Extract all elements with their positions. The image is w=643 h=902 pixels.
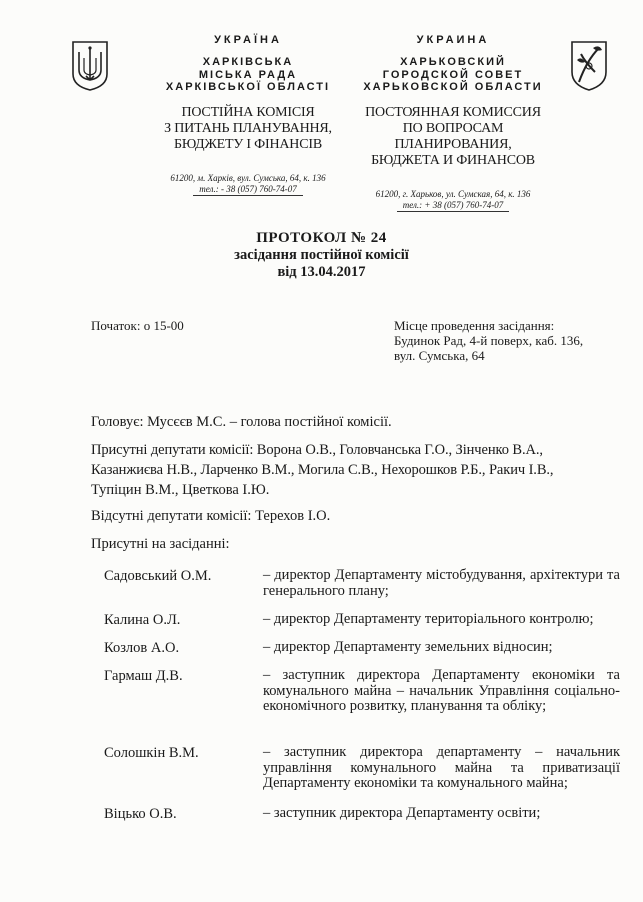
attendee-name: Віцько О.В.: [104, 806, 177, 822]
meeting-start: Початок: о 15-00: [91, 318, 184, 333]
header-right: [343, 34, 563, 212]
country-name-ua: УКРАЇНА: [214, 34, 282, 46]
protocol-number: ПРОТОКОЛ № 24: [256, 230, 387, 246]
header-left: [138, 34, 358, 196]
council-name-ua: ХАРКІВСЬКА МІСЬКА РАДА ХАРКІВСЬКОЇ ОБЛАСТІ: [165, 56, 331, 93]
committee-name-ua: ПОСТІЙНА КОМІСІЯ З ПИТАНЬ ПЛАНУВАННЯ, БЮДЖЕТУ І ФІНАНСІВ: [164, 104, 332, 152]
attendee-name: Козлов А.О.: [104, 640, 180, 656]
chair-line: Головує: Мусєєв М.С. – голова постійної комісії.: [91, 414, 392, 430]
attendee-name: Гармаш Д.В.: [104, 668, 183, 684]
attendees-heading: Присутні на засіданні:: [91, 536, 230, 552]
protocol-title: [0, 230, 643, 281]
protocol-subtitle: засідання постійної комісії: [234, 247, 409, 263]
attendee-name: Калина О.Л.: [104, 612, 181, 628]
attendee-role: – директор Департаменту містобудування, архітектури та генерального плану;: [263, 567, 620, 599]
attendee-role: – директор Департаменту територіального контролю;: [263, 611, 594, 627]
address-ua: 61200, м. Харків, вул. Сумська, 64, к. 136 тел.: - 38 (057) 760-74-07: [170, 172, 326, 194]
council-name-ru: ХАРЬКОВСКИЙ ГОРОДСКОЙ СОВЕТ ХАРЬКОВСКОЙ ОБЛАСТИ: [363, 56, 543, 93]
country-name-ru: УКРАИНА: [416, 34, 490, 46]
trident-coat-of-arms-icon: [71, 40, 109, 97]
attendee-role: – директор Департаменту земельних відносин;: [263, 639, 553, 655]
committee-name-ru: ПОСТОЯННАЯ КОМИССИЯ ПО ВОПРОСАМ ПЛАНИРОВАНИЯ, БЮДЖЕТА И ФИНАНСОВ: [365, 104, 541, 168]
phone-ru: тел.: + 38 (057) 760-74-07: [397, 200, 510, 212]
phone-ua: тел.: - 38 (057) 760-74-07: [193, 184, 302, 196]
kharkiv-city-coat-of-arms-icon: [569, 38, 609, 97]
meeting-place: Місце проведення засідання: Будинок Рад, 4-й поверх, каб. 136, вул. Сумська, 64: [394, 318, 584, 363]
attendee-role: – заступник директора департаменту – начальник управління комунального майна та приватизації Департаменту економіки та комунального майна;: [263, 744, 620, 792]
protocol-date: від 13.04.2017: [277, 264, 366, 280]
present-deputies: Присутні депутати комісії: Ворона О.В., Головчанська Г.О., Зінченко В.А., Казанжиєва Н.В., Ларченко В.М., Могила С.В., Нехорошков Р.Б., Ракич І.В., Тупіцин В.М., Цветкова І.Ю.: [91, 442, 554, 498]
address-ru: 61200, г. Харьков, ул. Сумская, 64, к. 136 тел.: + 38 (057) 760-74-07: [375, 188, 531, 210]
attendee-name: Садовський О.М.: [104, 568, 212, 584]
attendee-name: Солошкін В.М.: [104, 745, 199, 761]
absent-deputies: Відсутні депутати комісії: Терехов І.О.: [91, 508, 331, 524]
attendee-role: – заступник директора Департаменту економіки та комунального майна – начальник Управління соціально-економічного розвитку, планування та обліку;: [263, 667, 620, 715]
attendee-role: – заступник директора Департаменту освіти;: [263, 805, 541, 821]
